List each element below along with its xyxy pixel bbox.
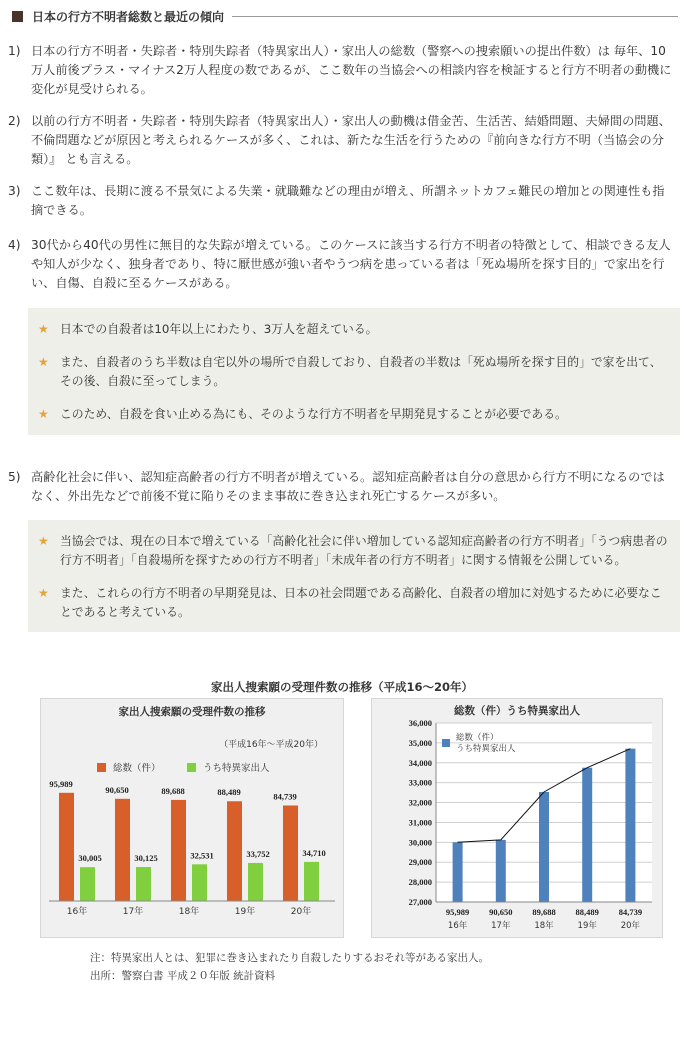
figure-note: 注：特異家出人とは、犯罪に巻き込まれたり自殺したりするおそれ等がある家出人。 [90,952,489,964]
y-tick-label: 34,000 [408,757,432,768]
x-total-label: 84,739 [618,907,643,917]
highlight-box-1 [28,308,680,435]
item-number: 4) [8,238,21,252]
y-tick-label: 29,000 [408,857,432,868]
section-header [12,8,678,24]
y-tick-label: 36,000 [408,718,432,728]
bar-special [453,842,463,902]
box-bullet [38,320,670,339]
bar-special [136,867,151,901]
section-title: 日本の行方不明者総数と最近の傾向 [32,9,225,24]
star-icon: ★ [38,355,49,369]
x-tick-label: 17年 [491,921,511,931]
data-label-total: 84,739 [273,791,297,802]
item-text: 以前の行方不明者・失踪者・特別失踪者（特異家出人）・家出人の動機は借金苦、生活苦、結婚問題、夫婦間の問題、不倫問題などが原因と考えられるケースが多く、これは、新たな生活を行うための『前向きな行方不明（当協会の分類）』 とも言える。 [31,114,671,166]
bar-special [304,862,319,901]
legend-label-line2: うち特異家出人 [456,744,516,754]
bar-special [582,768,592,902]
item-text: 30代から40代の男性に無目的な失踪が増えている。このケースに該当する行方不明者の特徴として、相談できる友人や知人が少なく、独身者であり、特に厭世感が強い者やうつ病を患っている者は「死ぬ場所を探す目的」で家出を行い、自傷、自殺に至るケースがある。 [31,238,671,290]
x-tick-label: 16年 [447,921,468,931]
bullet-text: このため、自殺を食い止める為にも、そのような行方不明者を早期発見することが必要である。 [60,407,567,421]
bar-special [539,792,549,902]
bar-total [59,793,74,901]
y-tick-label: 32,000 [408,797,432,808]
item-number: 1) [8,44,21,58]
header-square-icon [12,11,23,22]
legend-swatch [442,739,450,747]
data-label-total: 90,650 [105,784,129,795]
box-bullet [38,532,670,570]
item-text: ここ数年は、長期に渡る不景気による失業・就職難などの理由が増え、所謂ネットカフェ難民の増加との関連性も指摘できる。 [31,184,665,217]
bar-special [80,867,95,901]
chart-title: 総数（件）うち特異家出人 [454,705,580,717]
data-label-total: 95,989 [49,778,73,789]
list-item-5 [8,468,676,506]
star-icon: ★ [38,407,49,421]
star-icon: ★ [38,534,49,548]
header-rule [232,16,678,17]
y-tick-label: 31,000 [408,817,432,828]
bar-total [227,801,242,901]
figure-title: 家出人捜索願の受理件数の推移（平成16〜20年） [210,680,473,694]
bar-special [625,749,635,902]
y-tick-label: 33,000 [408,777,432,788]
x-tick-label: 18年 [534,921,554,931]
chart-subtitle: （平成16年〜平成20年） [219,740,323,750]
y-tick-label: 27,000 [408,897,432,907]
bar-total [171,800,186,901]
bar-special [192,864,207,901]
item-text: 日本の行方不明者・失踪者・特別失踪者（特異家出人）・家出人の総数（警察への捜索願いの提出件数）は 毎年、10万人前後プラス・マイナス2万人程度の数であるが、ここ数年の当協会への相談内容を検証すると行方不明者の動機に変化が見受けられる。 [31,44,672,96]
legend-label-special: うち特異家出人 [203,763,270,774]
bullet-text: 当協会では、現在の日本で増えている「高齢化社会に伴い増加している認知症高齢者の行方不明者」「うつ病患者の行方不明者」「自殺場所を探すための行方不明者」「未成年者の行方不明者」に関する情報を公開している。 [60,534,668,567]
data-label-special: 33,752 [246,848,270,859]
data-label-special: 30,125 [134,853,158,864]
box-bullet [38,584,670,622]
bar-total [283,805,298,901]
bar-special [248,863,263,901]
chart-title: 家出人捜索願の受理件数の推移 [118,706,266,718]
item-number: 3) [8,184,21,198]
bar-total [115,799,130,901]
x-total-label: 90,650 [489,907,513,917]
x-total-label: 88,489 [575,907,599,917]
data-label-total: 88,489 [217,787,241,798]
data-label-special: 34,710 [302,847,326,858]
data-label-special: 32,531 [190,850,214,861]
figure-source: 出所：警察白書 平成２０年版 統計資料 [90,970,276,982]
list-item-2 [8,112,676,169]
x-tick-label: 17年 [122,907,144,917]
legend-swatch-special [187,763,196,772]
data-label-special: 30,005 [78,853,102,864]
x-tick-label: 19年 [577,921,597,931]
item-text: 高齢化社会に伴い、認知症高齢者の行方不明者が増えている。認知症高齢者は自分の意思から行方不明になるのではなく、外出先などで前後不覚に陥りそのまま事故に巻き込まれ死亡するケースが多い。 [31,470,665,503]
x-total-label: 89,688 [532,907,556,917]
list-item-4 [8,236,676,293]
left-chart-panel [40,698,344,938]
y-tick-label: 30,000 [408,837,432,848]
y-tick-label: 28,000 [408,877,432,888]
x-tick-label: 20年 [290,907,312,917]
legend-swatch-total [97,763,106,772]
y-tick-label: 35,000 [408,737,432,748]
box-bullet [38,405,670,424]
legend-label-total: 総数（件） [113,763,161,774]
list-item-3 [8,182,676,220]
bar-special [496,840,506,902]
right-chart-panel [371,698,663,938]
x-tick-label: 19年 [234,907,256,917]
right-bar-line-chart [372,699,662,937]
bullet-text: 日本での自殺者は10年以上にわたり、3万人を超えている。 [60,322,378,336]
bullet-text: また、自殺者のうち半数は自宅以外の場所で自殺しており、自殺者の半数は「死ぬ場所を探す目的」で家を出て、その後、自殺に至ってしまう。 [60,355,662,388]
list-item-1 [8,42,676,99]
x-total-label: 95,989 [445,907,470,917]
data-label-total: 89,688 [161,785,185,796]
highlight-box-2 [28,520,680,632]
legend-label-line1: 総数（件） [456,733,499,743]
item-number: 5) [8,470,21,484]
box-bullet [38,353,670,391]
x-tick-label: 16年 [66,907,88,917]
bullet-text: また、これらの行方不明者の早期発見は、日本の社会問題である高齢化、自殺者の増加に対処するために必要なことであると考えている。 [60,586,662,619]
x-tick-label: 18年 [178,907,200,917]
x-tick-label: 20年 [620,921,641,931]
star-icon: ★ [38,322,49,336]
star-icon: ★ [38,586,49,600]
left-bar-chart [41,699,343,937]
item-number: 2) [8,114,21,128]
